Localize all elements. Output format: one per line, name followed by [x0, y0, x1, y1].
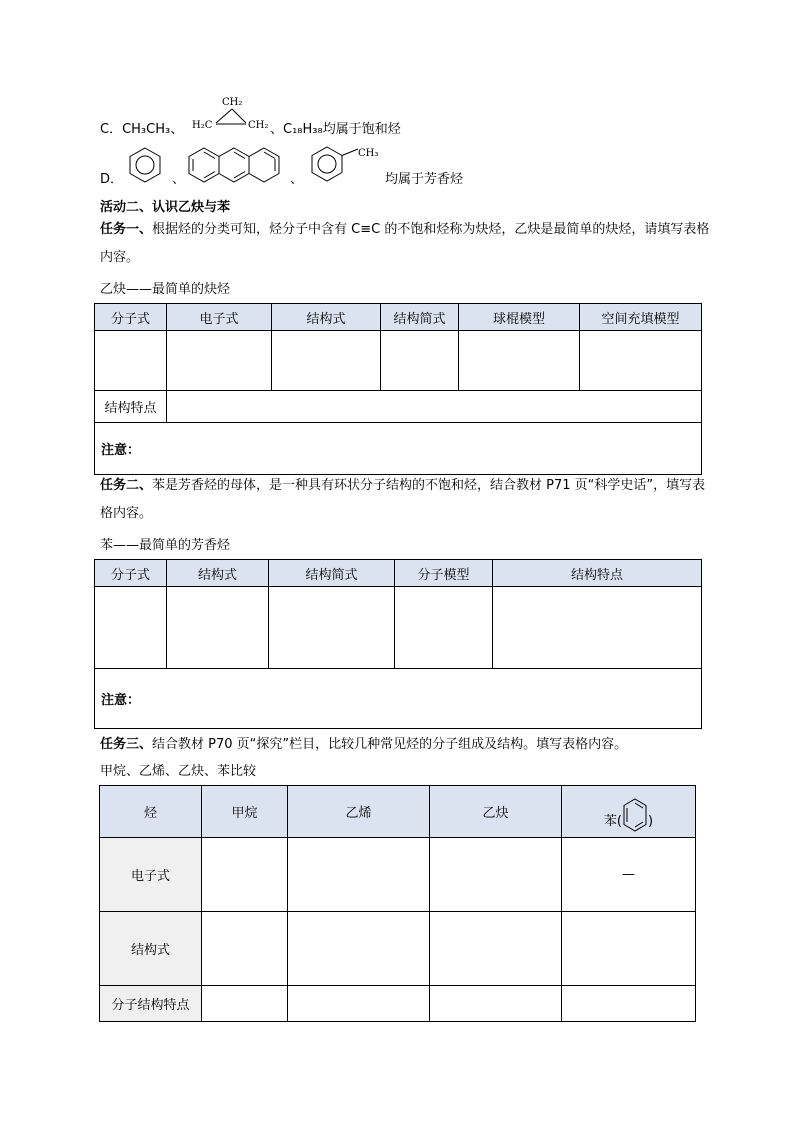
t2-note-label: 注意： [101, 693, 141, 708]
t3-cell[interactable] [288, 912, 430, 986]
t1-feature-label: 结构特点 [95, 391, 167, 423]
t3-cell[interactable] [430, 986, 562, 1022]
t1-cell[interactable] [167, 331, 272, 391]
anthracene-structure [188, 146, 284, 184]
toluene-structure [308, 144, 388, 184]
t1-header-condensed: 结构简式 [381, 304, 459, 331]
t3-cell[interactable] [562, 912, 696, 986]
t3-benzene-electron: — [562, 838, 696, 912]
task2-text: 苯是芳香烃的母体，是一种具有环状分子结构的不饱和烃，结合教材 P71 页“科学史话”，填写表格内容。 [100, 478, 706, 521]
t2-header-feature: 结构特点 [493, 560, 702, 587]
t3-cell[interactable] [288, 986, 430, 1022]
methyl-label: CH₃ [358, 148, 379, 159]
t2-cell[interactable] [95, 587, 167, 669]
t2-cell[interactable] [167, 587, 269, 669]
ring-left-label: H₂C [192, 120, 213, 131]
t1-note-label: 注意： [101, 443, 141, 458]
benzene-header-post: ) [648, 814, 654, 829]
t1-header-formula: 分子式 [95, 304, 167, 331]
t2-cell[interactable] [269, 587, 395, 669]
acetylene-table [94, 303, 702, 475]
option-c-sep: 、 [270, 122, 284, 137]
task3-text: 结合教材 P70 页“探究”栏目，比较几种常见烃的分子组成及结构。填写表格内容。 [152, 737, 628, 752]
option-d-tail: 均属于芳香烃 [385, 172, 464, 187]
task1-text: 根据烃的分类可知，烃分子中含有 C≡C 的不饱和烃称为炔烃，乙炔是最简单的炔烃，请填写表格内容。 [100, 222, 710, 265]
t3-header-benzene [562, 786, 696, 838]
option-d-prefix: D． [100, 172, 124, 187]
benzene-structure [128, 146, 162, 184]
t3-row-structural: 结构式 [100, 912, 202, 986]
t3-cell[interactable] [202, 912, 288, 986]
t1-cell[interactable] [95, 331, 167, 391]
t3-cell[interactable] [202, 838, 288, 912]
task2-label: 任务二、 [100, 478, 153, 493]
t3-cell[interactable] [430, 912, 562, 986]
task3-paragraph [100, 733, 627, 752]
t3-row-feature: 分子结构特点 [100, 986, 202, 1022]
t3-header-acetylene: 乙炔 [430, 786, 562, 838]
t2-cell[interactable] [395, 587, 493, 669]
option-c-tail: 均属于饱和烃 [322, 122, 401, 137]
t3-header-methane: 甲烷 [202, 786, 288, 838]
t1-cell[interactable] [272, 331, 381, 391]
task3-label: 任务三、 [100, 737, 153, 752]
benzene-table [94, 559, 702, 729]
option-d [100, 168, 123, 187]
t1-cell[interactable] [580, 331, 702, 391]
t1-cell[interactable] [459, 331, 580, 391]
ring-top-label: CH₂ [222, 97, 243, 108]
t3-cell[interactable] [202, 986, 288, 1022]
option-d-sep2: 、 [290, 172, 304, 187]
t1-note-cell[interactable] [95, 423, 702, 475]
table3-caption: 甲烷、乙烯、乙炔、苯比较 [100, 764, 257, 779]
t2-header-model: 分子模型 [395, 560, 493, 587]
t3-header-hydrocarbon: 烃 [100, 786, 202, 838]
t1-header-spacefill: 空间充填模型 [580, 304, 702, 331]
t2-cell[interactable] [493, 587, 702, 669]
option-d-sep1: 、 [172, 172, 186, 187]
benzene-icon [622, 797, 648, 833]
t3-cell[interactable] [288, 838, 430, 912]
t2-note-cell[interactable] [95, 669, 702, 729]
t1-header-structural: 结构式 [272, 304, 381, 331]
activity-title: 活动二、认识乙炔与苯 [100, 200, 231, 215]
cyclopropane-structure [190, 92, 270, 134]
table2-caption: 苯——最简单的芳香烃 [100, 538, 231, 553]
t3-header-ethylene: 乙烯 [288, 786, 430, 838]
option-c-prefix: C．CH₃CH₃、 [100, 122, 184, 137]
t2-header-structural: 结构式 [167, 560, 269, 587]
option-c [100, 118, 183, 137]
task2-paragraph [100, 472, 710, 528]
table1-caption: 乙炔——最简单的炔烃 [100, 282, 231, 297]
c18h38-formula: C₁₈H₃₈ [283, 122, 323, 137]
t1-feature-cell[interactable] [167, 391, 702, 423]
hydrocarbon-comparison-table [99, 785, 696, 1022]
t1-header-ballstick: 球棍模型 [459, 304, 580, 331]
t2-header-condensed: 结构简式 [269, 560, 395, 587]
t3-cell[interactable] [430, 838, 562, 912]
t1-cell[interactable] [381, 331, 459, 391]
ring-right-label: CH₂ [248, 120, 269, 131]
t3-cell[interactable] [562, 986, 696, 1022]
t3-row-electron: 电子式 [100, 838, 202, 912]
task1-paragraph [100, 216, 710, 272]
t1-header-electron: 电子式 [167, 304, 272, 331]
benzene-header-pre: 苯( [603, 814, 622, 829]
task1-label: 任务一、 [100, 222, 153, 237]
t2-header-formula: 分子式 [95, 560, 167, 587]
